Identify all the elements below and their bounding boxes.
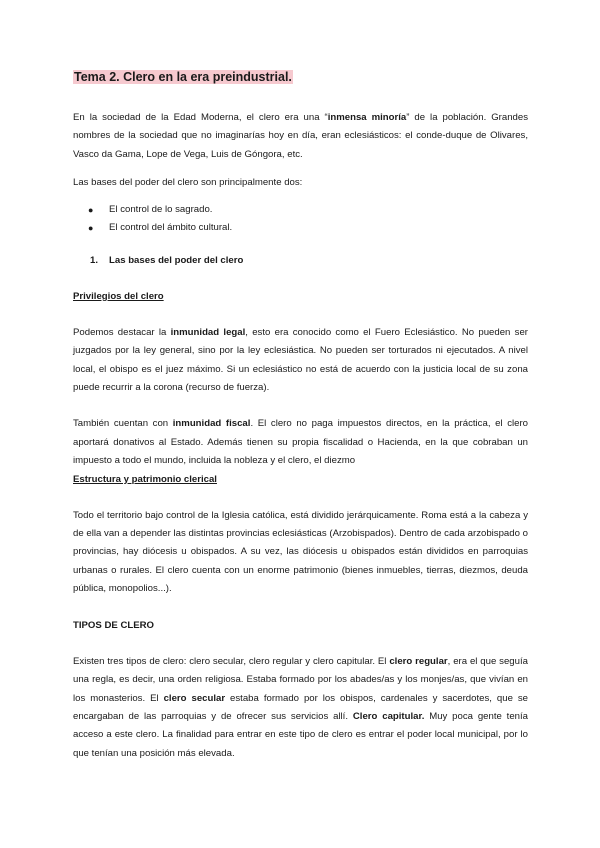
section-label: Las bases del poder del clero [109, 254, 244, 266]
list-item-text: El control de lo sagrado. [109, 203, 213, 215]
bullet-list [73, 201, 528, 238]
list-item [73, 219, 528, 238]
section-number: 1. [90, 254, 99, 266]
page-title [73, 70, 528, 84]
privilegios-paragraph-1 [73, 324, 528, 398]
tipos-paragraph [73, 653, 528, 763]
intro-highlight: inmensa minoría [327, 112, 407, 123]
bases-intro: Las bases del poder del clero son principalmente dos: [73, 177, 303, 189]
text-run: También cuentan con [73, 418, 173, 430]
intro-paragraph [73, 109, 528, 164]
text-run: , era el que seguía una regla, es decir, una orden religiosa. Estaba formado por los abades/as y los monjes/as, que vivían en los monasterios. El [73, 655, 528, 704]
section-heading [73, 252, 528, 270]
text-run: Podemos destacar la [73, 326, 171, 338]
bold-term: clero secular [163, 692, 226, 704]
estructura-heading: Estructura y patrimonio clerical [73, 473, 217, 485]
bold-term: inmunidad legal [170, 326, 246, 338]
estructura-paragraph: Todo el territorio bajo control de la Iglesia católica, está dividido jerárquicamente. Roma está a la cabeza y de ella van a depender las distintas provincias eclesiásticas (Arzobispados). Dentro de cada arzobispado o provincias, hay diócesis u obispados. A su vez, las diócesis u obispados están divididos en parroquias urbanas o rurales. El clero cuenta con un enorme patrimonio (bienes inmuebles, tierras, diezmos, deuda pública, monopolios...). [73, 509, 528, 595]
privilegios-heading: Privilegios del clero [73, 290, 164, 302]
bold-term: inmunidad fiscal [172, 418, 251, 430]
title-text: Tema 2. Clero en la era preindustrial. [74, 70, 292, 84]
intro-text-a: En la sociedad de la Edad Moderna, el clero era una “ [73, 112, 328, 123]
bold-term: Clero capitular. [352, 710, 425, 722]
text-run: estaba formado por los obispos, cardenales y sacerdotes, que se encargaban de las parroquias y de ofrecer sus servicios allí. [73, 692, 528, 722]
document-page [73, 70, 528, 763]
list-item-text: El control del ámbito cultural. [109, 222, 233, 234]
text-run: Existen tres tipos de clero: clero secular, clero regular y clero capitular. El [73, 655, 390, 667]
privilegios-paragraph-2 [73, 415, 528, 470]
text-run: . El clero no paga impuestos directos, en la práctica, el clero aportará donativos al Estado. Además tienen su propia fiscalidad o Hacienda, en la que cobraban un impuesto a todo el mundo, incluida la nobleza y el clero, el diezmo [73, 418, 528, 467]
bold-term: clero regular [389, 655, 448, 667]
list-item [73, 201, 528, 220]
text-run: , esto era conocido como el Fuero Eclesiástico. No pueden ser juzgados por la ley general, sino por la ley eclesiástica. No pueden ser torturados ni ejecutados. A nivel local, el obispo es el juez máximo. Si un eclesiástico no está de acuerdo con la justicia local de su zona puede recurrir a la corona (recurso de fuerza). [73, 326, 528, 394]
bullet-icon: ● [88, 223, 94, 234]
text-run: Muy poca gente tenía acceso a este clero. La finalidad para entrar en este tipo de clero es entrar el poder local municipal, por lo que tenían una posición más elevada. [73, 710, 529, 759]
bullet-icon: ● [88, 204, 94, 215]
intro-text-c: ” de la población. Grandes nombres de la sociedad que no imaginarías hoy en día, eran eclesiásticos: el conde-duque de Olivares, Vasco da Gama, Lope de Vega, Luis de Góngora, etc. [73, 112, 529, 160]
tipos-heading: TIPOS DE CLERO [73, 619, 155, 631]
